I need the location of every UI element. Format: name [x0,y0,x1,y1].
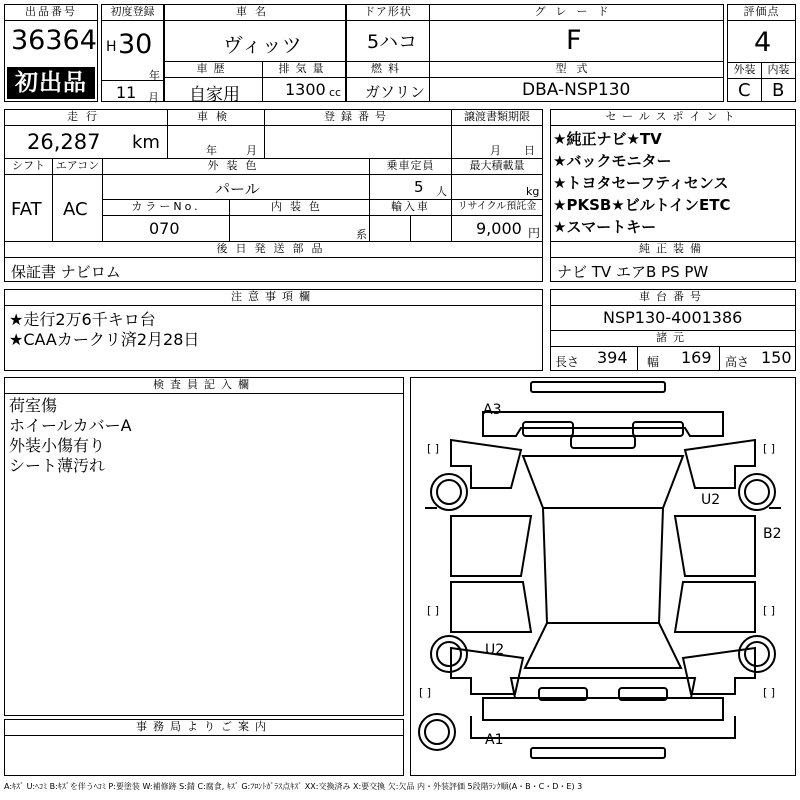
chassis-label: 車台番号 [550,289,796,306]
height-label: 高さ [725,355,750,369]
fuel: ガソリン [365,83,426,101]
damage-mark-a1: A1 [485,732,504,748]
shift-label: シフト [4,158,53,175]
inspector-note: シート薄汚れ [9,456,106,475]
sales-points-label: セールスポイント [550,109,796,126]
fuel-label: 燃料 [346,61,430,78]
int-grade-label: 内装 [761,62,796,79]
damage-mark-u2-left: U2 [485,642,505,658]
displacement: 1300 [285,80,326,99]
color-no: 070 [149,219,180,238]
score: 4 [754,27,772,58]
seats-block [369,158,452,200]
equipment: ナビ TV エアB PS PW [557,263,709,281]
int-color-unit: 系 [356,228,367,241]
damage-mark-u2-right: U2 [701,492,721,508]
int-color-block [229,199,370,242]
inspector-note: ホイールカバーA [9,416,132,435]
inspection-month-unit: 月 [246,144,257,157]
model-block [429,61,724,102]
inspector-block [4,377,404,716]
reg-month: 11 [116,83,137,102]
first-registration-block [101,4,164,102]
bracket-left-top: [ ] [427,442,440,455]
reg-year: 30 [118,29,153,60]
office-block [4,719,404,776]
ac-block [52,158,103,242]
caution-item: ★走行2万6千キロ台 [9,310,156,329]
bracket-left-bottom: [ ] [419,686,432,699]
reg-number-label: 登録番号 [264,109,452,126]
shift-block [4,158,53,242]
car-name: ヴィッツ [223,33,302,57]
import-block [369,199,452,242]
recycle-unit: 円 [528,226,541,240]
month-unit: 月 [148,91,159,104]
mileage-unit: km [132,132,160,153]
history: 自家用 [189,85,240,105]
recycle-label: リサイクル預託金 [451,199,543,216]
cautions-list [9,310,199,350]
lot-number-block [4,4,98,102]
bracket-right-mid: [ ] [763,604,776,617]
load-unit: kg [526,185,540,198]
int-grade: B [772,80,785,101]
sales-point-item: ★スマートキー [553,218,657,236]
bracket-left-mid: [ ] [427,604,440,617]
seats-label: 乗車定員 [369,158,452,175]
model: DBA-NSP130 [522,80,631,100]
ac-label: エアコン [52,158,103,175]
ext-grade-label: 外装 [727,62,762,79]
length: 394 [597,348,628,367]
load-label: 最大積載量 [451,158,543,175]
chassis-block [550,289,796,371]
grade: F [566,25,582,56]
inspector-notes [9,396,132,476]
later-parts: 保証書 ナビロム [11,263,121,281]
recycle-block [451,199,543,242]
ext-color: パール [215,180,260,198]
caution-item: ★CAAカークリ済2月28日 [9,330,200,349]
sales-points-list [553,128,731,238]
sales-point-item: ★純正ナビ★TV [553,130,662,148]
year-unit: 年 [149,69,160,82]
length-label: 長さ [555,355,580,369]
transfer-month-unit: 月 [490,144,501,157]
ext-color-block [102,158,370,200]
score-label: 評価点 [727,4,796,21]
shift: FAT [11,199,42,220]
displacement-label: 排気量 [262,61,346,78]
car-name-block [164,4,346,62]
damage-mark-a3: A3 [483,402,502,418]
seats: 5 [414,178,424,196]
damage-diagram [410,377,796,776]
transfer-deadline-label: 譲渡書類期限 [451,109,543,126]
sales-point-item: ★PKSB★ビルトインETC [553,196,731,214]
width-label: 幅 [647,355,660,369]
history-block [164,61,263,105]
inspection-label: 車検 [167,109,265,126]
fuel-block [346,61,430,102]
bracket-right-bottom: [ ] [763,686,776,699]
later-parts-block [4,241,543,282]
legend-footer: A:ｷｽﾞ U:ﾍｺﾐ B:ｷｽﾞを伴うﾍｺﾐ P:要塗装 W:補修跡 S:錆 C:腐食, ｷｽﾞ G:ﾌﾛﾝﾄｶﾞﾗｽ点ｷｽﾞ XX:交換済み X:要交換 欠:欠品 内・外装評価 5段階ﾗﾝｸ順(A・B・C・D・E) 3 [4,782,583,791]
load-block [451,158,543,200]
inspection-year-unit: 年 [206,144,217,157]
color-no-label: カラーNo. [102,199,230,216]
damage-mark-b2: B2 [763,526,782,542]
spec-label: 諸元 [550,330,796,347]
inspector-note: 荷室傷 [9,396,58,415]
car-outline-svg [411,378,795,775]
later-parts-label: 後日発送部品 [4,241,543,258]
recycle: 9,000 [476,219,522,238]
chassis-number: NSP130-4001386 [603,308,743,327]
bracket-right-top: [ ] [763,442,776,455]
sales-points-block [550,109,796,242]
lot-number: 36364 [11,25,97,56]
equipment-block [550,241,796,282]
inspector-note: 外装小傷有り [9,436,106,455]
car-name-label: 車名 [164,4,346,21]
ext-color-label: 外装色 [102,158,370,175]
history-label: 車歴 [164,61,263,78]
office-label: 事務局よりご案内 [4,719,404,736]
door-label: ドア形状 [346,4,430,21]
displacement-block [262,61,346,102]
width: 169 [681,348,712,367]
sales-point-item: ★バックモニター [553,152,672,170]
transfer-day-unit: 日 [524,144,535,157]
seats-unit: 人 [436,185,447,198]
lot-number-label: 出品番号 [4,4,98,21]
transfer-deadline-block [451,109,543,159]
displacement-unit: cc [329,86,342,99]
grade-label: グレード [429,4,724,21]
era: H [106,39,117,55]
first-listing-badge: 初出品 [7,67,95,99]
inspection-block [167,109,265,159]
reg-number-block [264,109,452,159]
grade-block [429,4,724,62]
score-block [727,4,796,102]
mileage-label: 走行 [4,109,168,126]
color-no-block [102,199,230,242]
first-registration-label: 初度登録 [101,4,164,21]
sales-point-item: ★トヨタセーフティセンス [553,174,729,192]
mileage: 26,287 [27,130,101,154]
inspector-label: 検査員記入欄 [4,377,404,394]
ac: AC [63,199,88,220]
mileage-block [4,109,168,159]
cautions-block [4,289,543,371]
ext-grade: C [738,80,751,101]
equipment-label: 純正装備 [550,241,796,258]
door-block [346,4,430,62]
model-label: 型式 [429,61,724,78]
int-color-label: 内装色 [229,199,370,216]
door: 5ハコ [367,31,418,53]
cautions-label: 注意事項欄 [4,289,543,306]
height: 150 [761,348,792,367]
import-label: 輸入車 [369,199,452,216]
